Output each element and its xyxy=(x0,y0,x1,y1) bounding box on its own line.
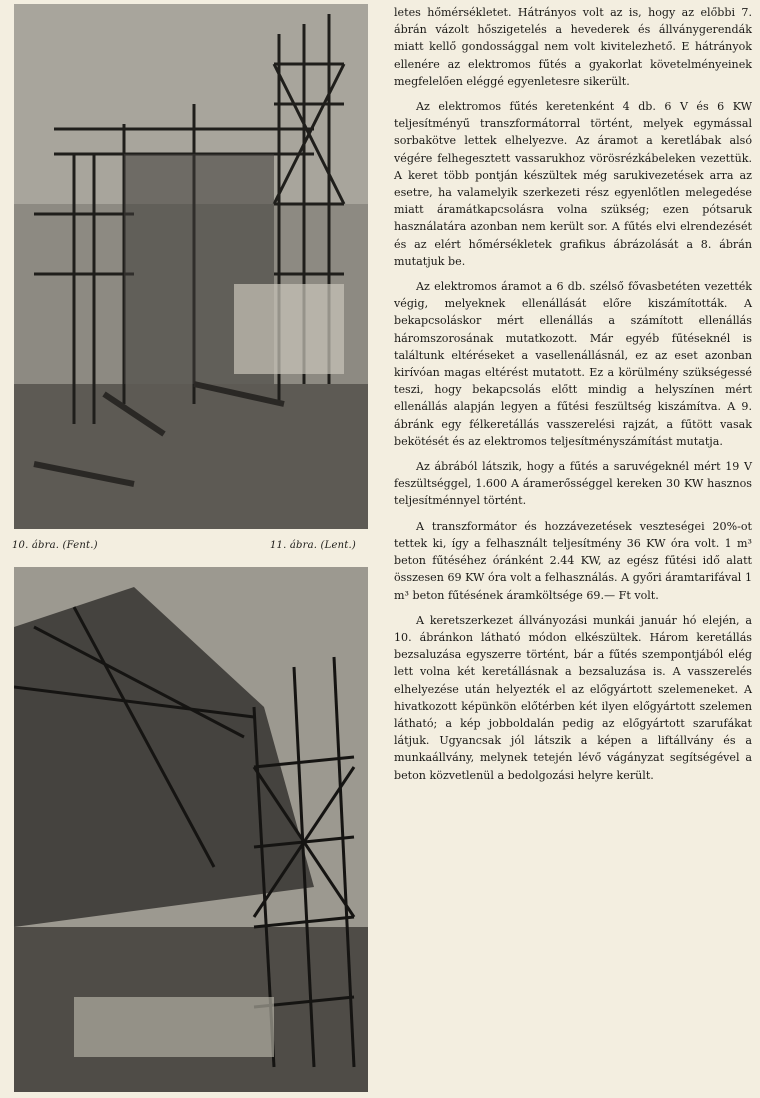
paragraph: A transzformátor és hozzávezetések veszteségei 20%-ot tettek ki, így a felhasznált teljesítmény 36 KW óra volt. 1 m³ beton fűtéséhez óránként 2.44 KW, az egész fűtési idő alatt összesen 69 KW óra volt a felhasználás. A győri áramtarifával 1 m³ beton fűtésének áramköltsége 69.— Ft volt. xyxy=(394,519,752,602)
figure-11-photo xyxy=(14,567,368,1092)
figure-11-caption: 11. ábra. (Lent.) xyxy=(270,540,356,551)
figure-10-caption: 10. ábra. (Fent.) xyxy=(12,540,98,551)
paragraph: Az elektromos áramot a 6 db. szélső fővasbetéten vezették végig, melyeknek ellenállását előre kiszámították. A bekapcsoláskor mért ellenállás a számított ellenállás háromszorosának mutatkozott. Már egyéb fűtéseknél is találtunk eltéréseket a vasellenállásnál, ez az eset azonban kirívóan magas eltérést mutatott. Ez a körülmény szükségessé teszi, hogy bekapcsolás előtt mindig a helyszínen mért ellenállás alapján legyen a fűtési feszültség kiszámítva. A 9. ábránk egy félkeretállás vasszerelési rajzát, a fűtött vasak bekötését és az elektromos teljesítményszámítást mutatja. xyxy=(394,280,752,448)
paragraph: Az ábrából látszik, hogy a fűtés a saruvégeknél mért 19 V feszültséggel, 1.600 A áramerősséggel kereken 30 KW hasznos teljesítménnyel történt. xyxy=(394,460,752,508)
paragraph: A keretszerkezet állványozási munkái január hó elején, a 10. ábránkon látható módon elkészültek. Három keretállás bezsaluzása egyszerre történt, bár a fűtés szempontjából elég lett volna két keretállásnak a bezsaluzása is. A vasszerelés elhelyezése után helyezték el az előgyártott szelemeneket. A hivatkozott képünkön előtérben két ilyen előgyártott szelemen látható; a kép jobboldalán pedig az előgyártott szarufákat látjuk. Ugyancsak jól látszik a képen a liftállvány és a munkaállvány, melynek tetején lévő vágányzat segítségével a beton közvetlenül a bedolgozási helyre került. xyxy=(394,613,752,782)
figure-10-photo xyxy=(14,4,368,529)
paragraph: Az elektromos fűtés keretenként 4 db. 6 V és 6 KW teljesítményű transzformátorral történt, melyek egymással sorbakötve lettek elhelyezve. Az áramot a keretlábak alsó végére felhegesztett vassarukhoz vörösrézkábeleken vezettük. A keret több pontján készültek még sarukivezetések arra az esetre, ha valamelyik szerkezeti rész egyenlőtlen melegedése miatt áramátkapcsolásra volna szükség; ezen pótsaruk használatára azonban nem került sor. A fűtés elvi elrendezését és az elért hőmérsékletek grafikus ábrázolását a 8. ábrán mutatjuk be. xyxy=(394,100,752,268)
article-text-column xyxy=(394,4,752,792)
paragraph: letes hőmérsékletet. Hátrányos volt az is, hogy az előbbi 7. ábrán vázolt hőszigetelés a hevederek és állványgerendák miatt kellő gondossággal nem volt kivitelezhető. E hátrányok ellenére az elektromos fűtés a gyakorlat követelményeinek megfelelően eléggé egyenletesre sikerült. xyxy=(394,6,752,88)
